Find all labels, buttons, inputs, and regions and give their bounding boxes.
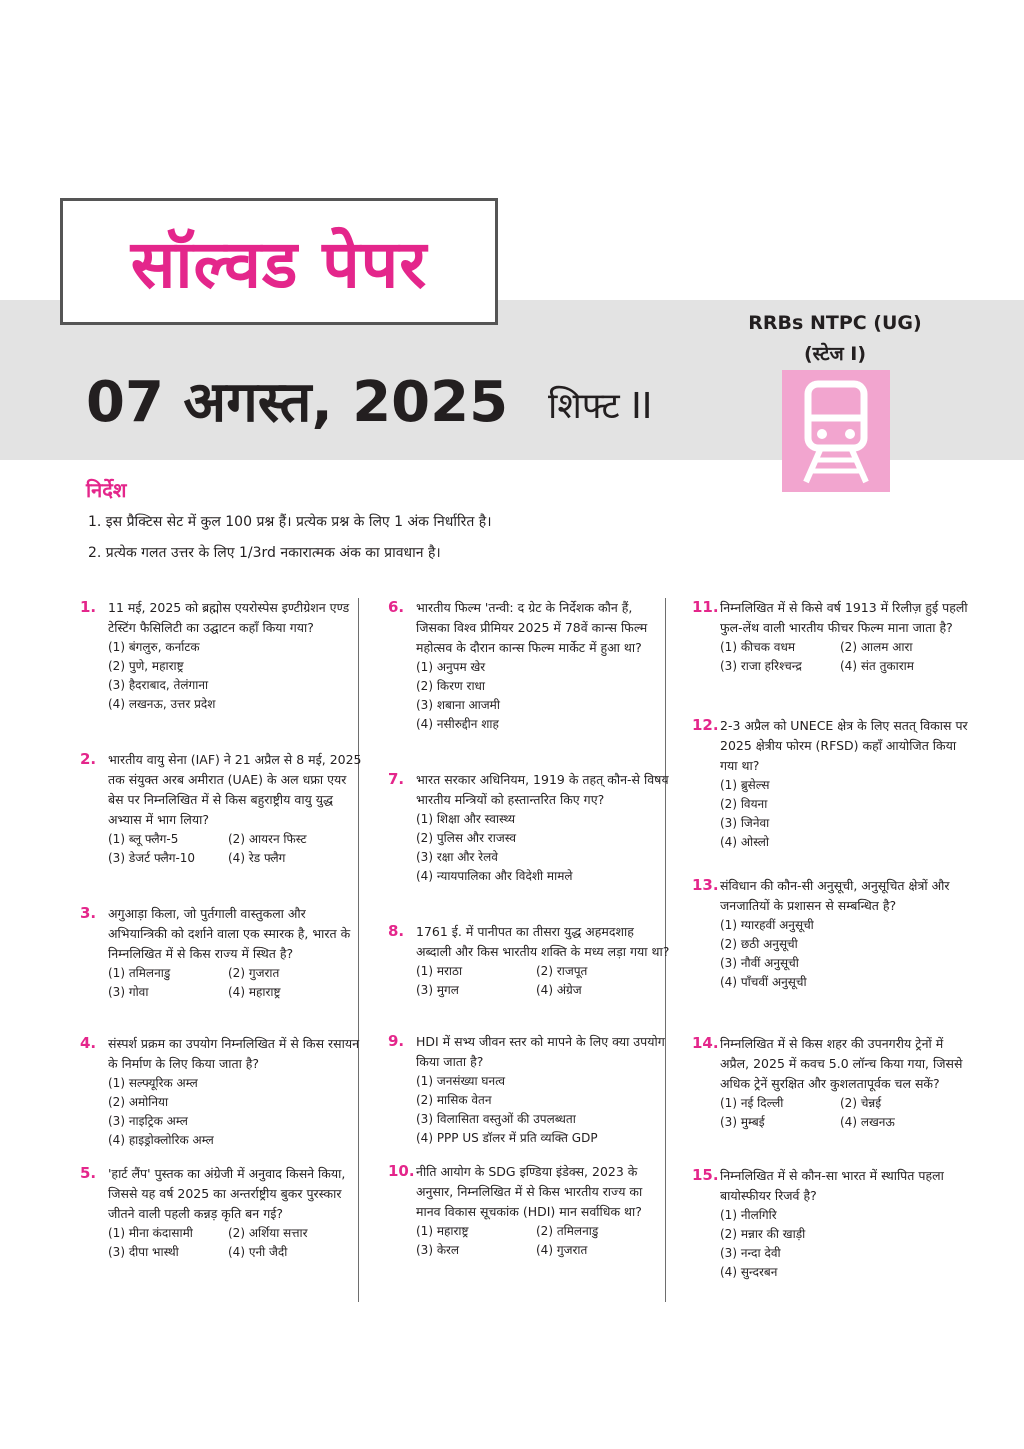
option: (1) ब्लू फ्लैग-5	[108, 832, 179, 846]
question-number: 8.	[388, 922, 405, 940]
question-number: 14.	[692, 1034, 719, 1052]
question-10	[388, 1162, 670, 1260]
question-number: 15.	[692, 1166, 719, 1184]
question-8	[388, 922, 670, 1000]
options	[720, 776, 974, 852]
question-number: 6.	[388, 598, 405, 616]
options	[720, 1094, 974, 1132]
option: (2) राजपूत	[536, 964, 588, 978]
instruction-2: 2. प्रत्येक गलत उत्तर के लिए 1/3rd नकारात्मक अंक का प्रावधान है।	[88, 545, 441, 561]
option: (2) पुलिस और राजस्व	[416, 831, 517, 845]
option: (2) गुजरात	[228, 966, 280, 980]
question-3	[80, 904, 362, 1002]
question-text: अगुआड़ा किला, जो पुर्तगाली वास्तुकला और अभियान्त्रिकी को दर्शाने वाला एक स्मारक है, भारत के निम्नलिखित में से किस राज्य में स्थित है?	[108, 906, 351, 961]
option: (4) लखनऊ, उत्तर प्रदेश	[108, 697, 216, 711]
options	[108, 638, 362, 714]
question-number: 2.	[80, 750, 97, 768]
option: (3) केरल	[416, 1243, 460, 1257]
question-text: HDI में सभ्य जीवन स्तर को मापने के लिए क्या उपयोग किया जाता है?	[416, 1034, 665, 1069]
options	[416, 1222, 670, 1260]
option: (2) तमिलनाडु	[536, 1224, 599, 1238]
option: (4) संत तुकाराम	[840, 659, 914, 673]
question-text: निम्नलिखित में से किसे वर्ष 1913 में रिलीज़ हुई पहली फुल-लेंथ वाली भारतीय फीचर फिल्म माना जाता है?	[720, 600, 968, 635]
option: (4) अंग्रेज	[536, 983, 582, 997]
options	[720, 1206, 974, 1282]
option: (4) एनी जैदी	[228, 1245, 288, 1259]
option: (1) तमिलनाडु	[108, 966, 171, 980]
question-text: 'हार्ट लैंप' पुस्तक का अंग्रेजी में अनुवाद किसने किया, जिससे यह वर्ष 2025 का अन्तर्राष्ट्रीय बुकर पुरस्कार जीतने वाली पहली कन्नड़ कृति बन गई?	[108, 1166, 346, 1221]
option: (2) मासिक वेतन	[416, 1093, 492, 1107]
options	[108, 964, 362, 1002]
option: (1) महाराष्ट्र	[416, 1224, 469, 1238]
question-text: 2-3 अप्रैल को UNECE क्षेत्र के लिए सतत् विकास पर 2025 क्षेत्रीय फोरम (RFSD) कहाँ आयोजित किया गया था?	[720, 718, 968, 773]
exam-name: RRBs NTPC (UG)	[748, 312, 922, 334]
question-text: संविधान की कौन-सी अनुसूची, अनुसूचित क्षेत्रों और जनजातियों के प्रशासन से सम्बन्धित है?	[720, 878, 950, 913]
question-4	[80, 1034, 362, 1150]
options	[108, 1074, 362, 1150]
option: (1) मराठा	[416, 964, 463, 978]
question-text: 1761 ई. में पानीपत का तीसरा युद्ध अहमदशाह अब्दाली और किस भारतीय शक्ति के मध्य लड़ा गया था?	[416, 924, 670, 959]
question-number: 5.	[80, 1164, 97, 1182]
question-text: भारत सरकार अधिनियम, 1919 के तहत् कौन-से विषय भारतीय मन्त्रियों को हस्तान्तरित किए गए?	[416, 772, 669, 807]
option: (4) महाराष्ट्र	[228, 985, 281, 999]
question-13	[692, 876, 974, 992]
question-number: 10.	[388, 1162, 415, 1180]
question-number: 11.	[692, 598, 719, 616]
option: (3) नौवीं अनुसूची	[720, 956, 799, 970]
question-12	[692, 716, 974, 852]
option: (1) ब्रुसेल्स	[720, 778, 770, 792]
option: (3) डेजर्ट फ्लैग-10	[108, 851, 196, 865]
question-text: संस्पर्श प्रक्रम का उपयोग निम्नलिखित में से किस रसायन के निर्माण के लिए किया जाता है?	[108, 1036, 360, 1071]
question-text: भारतीय वायु सेना (IAF) ने 21 अप्रैल से 8 मई, 2025 तक संयुक्त अरब अमीरात (UAE) के अल धफ्रा एयर बेस पर निम्नलिखित में से किस बहुराष्ट्रीय वायु युद्ध अभ्यास में भाग लिया?	[108, 752, 362, 827]
question-6	[388, 598, 670, 734]
question-7	[388, 770, 670, 886]
option: (4) नसीरुद्दीन शाह	[416, 717, 499, 731]
option: (2) अर्शिया सत्तार	[228, 1226, 308, 1240]
option: (3) नाइट्रिक अम्ल	[108, 1114, 188, 1128]
question-number: 13.	[692, 876, 719, 894]
option: (3) गोवा	[108, 985, 149, 999]
option: (3) नन्दा देवी	[720, 1246, 781, 1260]
option: (1) जनसंख्या घनत्व	[416, 1074, 505, 1088]
option: (3) जिनेवा	[720, 816, 770, 830]
options	[108, 1224, 362, 1262]
instructions-heading: निर्देश	[86, 478, 127, 502]
options	[416, 962, 670, 1000]
question-number: 1.	[80, 598, 97, 616]
page-title: सॉल्वड पेपर	[130, 225, 428, 303]
question-14	[692, 1034, 974, 1132]
options	[720, 638, 974, 676]
option: (4) PPP US डॉलर में प्रति व्यक्ति GDP	[416, 1131, 598, 1145]
option: (2) चेन्नई	[840, 1096, 882, 1110]
option: (3) राजा हरिश्चन्द्र	[720, 659, 802, 673]
option: (1) बंगलुरु, कर्नाटक	[108, 640, 200, 654]
option: (1) अनुपम खेर	[416, 660, 486, 674]
option: (3) रक्षा और रेलवे	[416, 850, 498, 864]
paper-shift: शिफ्ट II	[548, 386, 653, 427]
options	[720, 916, 974, 992]
question-9	[388, 1032, 670, 1148]
option: (3) शबाना आजमी	[416, 698, 500, 712]
option: (4) न्यायपालिका और विदेशी मामले	[416, 869, 573, 883]
instruction-1: 1. इस प्रैक्टिस सेट में कुल 100 प्रश्न हैं। प्रत्येक प्रश्न के लिए 1 अंक निर्धारित है।	[88, 514, 492, 530]
question-number: 3.	[80, 904, 97, 922]
option: (4) सुन्दरबन	[720, 1265, 778, 1279]
option: (1) शिक्षा और स्वास्थ्य	[416, 812, 516, 826]
question-15	[692, 1166, 974, 1282]
options	[416, 658, 670, 734]
option: (4) हाइड्रोक्लोरिक अम्ल	[108, 1133, 214, 1147]
option: (3) मुम्बई	[720, 1115, 765, 1129]
option: (3) विलासिता वस्तुओं की उपलब्धता	[416, 1112, 576, 1126]
option: (1) कीचक वधम	[720, 640, 796, 654]
options	[108, 830, 362, 868]
option: (4) गुजरात	[536, 1243, 588, 1257]
exam-stage: (स्टेज I)	[803, 343, 867, 365]
question-number: 12.	[692, 716, 719, 734]
option: (4) ओस्लो	[720, 835, 770, 849]
option: (1) नई दिल्ली	[720, 1096, 784, 1110]
question-11	[692, 598, 974, 676]
option: (3) हैदराबाद, तेलंगाना	[108, 678, 209, 692]
question-number: 4.	[80, 1034, 97, 1052]
option: (1) ग्यारहवीं अनुसूची	[720, 918, 814, 932]
question-5	[80, 1164, 362, 1262]
option: (3) दीपा भास्थी	[108, 1245, 179, 1259]
option: (2) पुणे, महाराष्ट्र	[108, 659, 184, 673]
option: (4) रेड फ्लैग	[228, 851, 286, 865]
option: (2) किरण राधा	[416, 679, 486, 693]
question-text: 11 मई, 2025 को ब्रह्मोस एयरोस्पेस इण्टीग्रेशन एण्ड टेस्टिंग फैसिलिटी का उद्घाटन कहाँ किया गया?	[108, 600, 350, 635]
option: (2) छठी अनुसूची	[720, 937, 798, 951]
question-text: निम्नलिखित में से किस शहर की उपनगरीय ट्रेनों में अप्रैल, 2025 में कवच 5.0 लॉन्च किया गया, जिससे अधिक ट्रेनें सुरक्षित और कुशलतापूर्वक चल सकें?	[720, 1036, 963, 1091]
question-number: 7.	[388, 770, 405, 788]
option: (2) अमोनिया	[108, 1095, 169, 1109]
question-number: 9.	[388, 1032, 405, 1050]
question-2	[80, 750, 362, 868]
option: (2) आयरन फिस्ट	[228, 832, 307, 846]
options	[416, 1072, 670, 1148]
option: (2) मन्नार की खाड़ी	[720, 1227, 806, 1241]
question-text: नीति आयोग के SDG इण्डिया इंडेक्स, 2023 के अनुसार, निम्नलिखित में से किस भारतीय राज्य का मानव विकास सूचकांक (HDI) मान सर्वाधिक था?	[416, 1164, 643, 1219]
option: (1) मीना कंदासामी	[108, 1226, 193, 1240]
option: (2) आलम आरा	[840, 640, 913, 654]
question-1	[80, 598, 362, 714]
option: (1) नीलगिरि	[720, 1208, 777, 1222]
options	[416, 810, 670, 886]
option: (1) सल्फ्यूरिक अम्ल	[108, 1076, 198, 1090]
option: (4) पाँचवीं अनुसूची	[720, 975, 807, 989]
train-icon	[782, 370, 890, 492]
question-text: भारतीय फिल्म 'तन्वी: द ग्रेट के निर्देशक कौन हैं, जिसका विश्व प्रीमियर 2025 में 78वें कान्स फिल्म महोत्सव के दौरान कान्स फिल्म मार्केट में हुआ था?	[416, 600, 648, 655]
option: (2) वियना	[720, 797, 768, 811]
option: (4) लखनऊ	[840, 1115, 895, 1129]
title-box	[60, 198, 498, 325]
option: (3) मुगल	[416, 983, 459, 997]
question-text: निम्नलिखित में से कौन-सा भारत में स्थापित पहला बायोस्फीयर रिजर्व है?	[720, 1168, 944, 1203]
paper-date: 07 अगस्त, 2025	[86, 370, 509, 435]
